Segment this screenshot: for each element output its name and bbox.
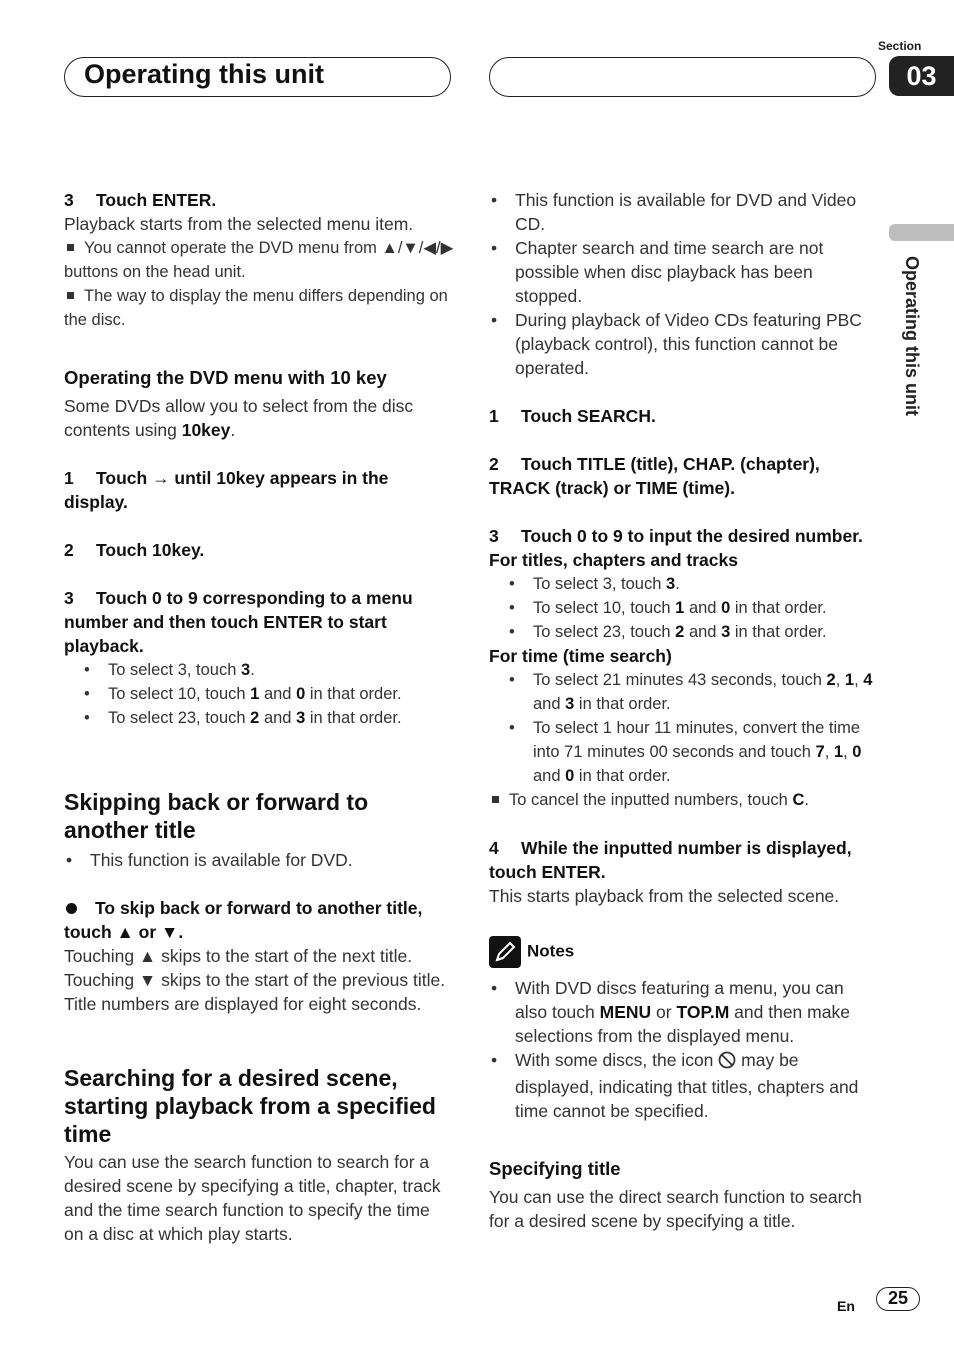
list-item: • To select 3, touch 3. — [489, 572, 879, 596]
step-search-3: 3 Touch 0 to 9 to input the desired number. — [489, 526, 863, 546]
skip-step: To skip back or forward to another title, touch ▲ or ▼. — [64, 898, 423, 942]
step-enter: 3 Touch ENTER. — [64, 190, 217, 210]
list-item: • To select 1 hour 11 minutes, convert the time into 71 minutes 00 seconds and touch 7, 1, 0 and 0 in that order. — [489, 716, 879, 788]
header-blank-frame — [489, 57, 876, 97]
step-search-2: 2 Touch TITLE (title), CHAP. (chapter), TRACK (track) or TIME (time). — [489, 454, 820, 498]
list-item: • To select 21 minutes 43 seconds, touch 2, 1, 4 and 3 in that order. — [489, 668, 879, 716]
list-item: • To select 10, touch 1 and 0 in that order. — [489, 596, 879, 620]
square-bullet-icon — [492, 796, 499, 803]
prohibited-icon — [718, 1051, 736, 1075]
notes-pencil-icon — [489, 936, 521, 968]
section-number: 03 — [889, 56, 954, 96]
availability-list — [489, 188, 879, 380]
round-bullet-icon — [66, 903, 77, 914]
step-10key-1: 1 Touch → until 10key appears in the display. — [64, 468, 389, 512]
skip-avail-list — [64, 848, 454, 872]
page-number: 25 — [876, 1287, 920, 1311]
step-enter-desc: Playback starts from the selected menu item. — [64, 214, 414, 234]
square-bullet-icon — [67, 244, 74, 251]
list-item: • This function is available for DVD and Video CD. — [489, 188, 879, 236]
list-item: • To select 3, touch 3. — [64, 658, 454, 682]
step-10key-3: 3 Touch 0 to 9 corresponding to a menu number and then touch ENTER to start playback. — [64, 588, 413, 656]
note-menu-differs: The way to display the menu differs depending on the disc. — [64, 287, 448, 329]
heading-skipping: Skipping back or forward to another title — [64, 789, 369, 843]
left-column — [64, 188, 454, 1246]
step-10key-2: 2 Touch 10key. — [64, 540, 205, 560]
list-item: • Chapter search and time search are not possible when disc playback has been stopped. — [489, 236, 879, 308]
language-label: En — [837, 1298, 855, 1314]
search-desc: You can use the search function to search for a desired scene by specifying a title, chapter, track and the time search function to specify the time on a disc at which play starts. — [64, 1152, 441, 1244]
subheading-titles: For titles, chapters and tracks — [489, 550, 738, 570]
page-title: Operating this unit — [84, 59, 324, 89]
time-examples — [489, 668, 879, 788]
list-item: • This function is available for DVD. — [64, 848, 454, 872]
section-label: Section — [878, 39, 922, 53]
note-cancel: To cancel the inputted numbers, touch C. — [489, 788, 879, 812]
notes-heading: Notes — [489, 936, 879, 968]
list-item: • During playback of Video CDs featuring PBC (playback control), this function cannot be operated. — [489, 308, 879, 380]
skip-desc-2: Title numbers are displayed for eight seconds. — [64, 994, 422, 1014]
step-search-4: 4 While the inputted number is displayed, touch ENTER. — [489, 838, 852, 882]
list-item: • To select 10, touch 1 and 0 in that order. — [64, 682, 454, 706]
side-tab-marker — [889, 224, 954, 241]
list-item: • To select 23, touch 2 and 3 in that order. — [64, 706, 454, 730]
list-item: • With DVD discs featuring a menu, you can also touch MENU or TOP.M and then make selections from the displayed menu. — [489, 976, 879, 1048]
notes-list — [489, 976, 879, 1123]
heading-10key: Operating the DVD menu with 10 key — [64, 367, 387, 388]
list-item: • With some discs, the icon may be displayed, indicating that titles, chapters and time cannot be specified. — [489, 1048, 879, 1123]
note-head-unit: You cannot operate the DVD menu from ▲/▼/◀/▶ buttons on the head unit. — [64, 239, 454, 281]
specifying-title-desc: You can use the direct search function to search for a desired scene by specifying a title. — [489, 1187, 862, 1231]
step-search-4-desc: This starts playback from the selected scene. — [489, 886, 840, 906]
right-column — [489, 188, 879, 1233]
skip-desc: Touching ▲ skips to the start of the next title. Touching ▼ skips to the start of the previous title. — [64, 946, 446, 990]
heading-specifying-title: Specifying title — [489, 1158, 621, 1179]
side-tab-label: Operating this unit — [902, 256, 922, 416]
step-search-1: 1 Touch SEARCH. — [489, 406, 656, 426]
para-10key: Some DVDs allow you to select from the disc contents using 10key. — [64, 396, 414, 440]
square-bullet-icon — [67, 292, 74, 299]
subheading-time: For time (time search) — [489, 646, 672, 666]
heading-searching: Searching for a desired scene, starting playback from a specified time — [64, 1065, 436, 1147]
title-examples — [489, 572, 879, 644]
list-item: • To select 23, touch 2 and 3 in that order. — [489, 620, 879, 644]
examples-list — [64, 658, 454, 730]
